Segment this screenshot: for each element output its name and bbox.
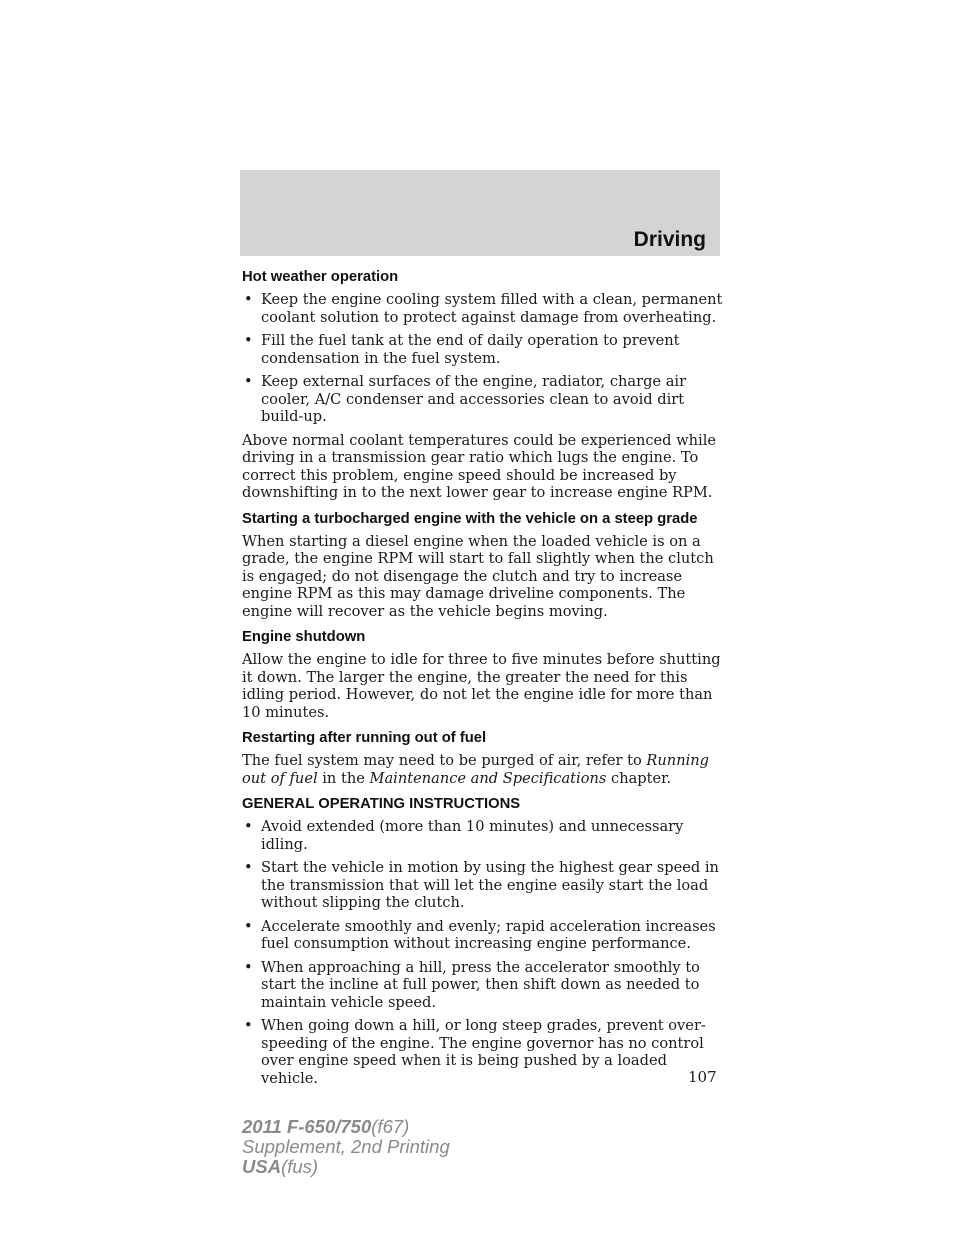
bullet-icon: •	[244, 917, 253, 935]
section-heading: Starting a turbocharged engine with the vehicle on a steep grade	[242, 510, 698, 527]
footer-print-info	[242, 1117, 450, 1177]
list-item: • Start the vehicle in motion by using the highest gear speed in the transmission that will let the engine easily start the load without slipping the clutch.	[244, 859, 719, 911]
footer-line-printing: Supplement, 2nd Printing	[242, 1136, 450, 1157]
section-general-instructions	[242, 795, 728, 1087]
body-paragraph: When starting a diesel engine when the loaded vehicle is on a grade, the engine RPM will start to fall slightly when the clutch is engaged; do not disengage the clutch and try to increase engine RPM as this may damage driveline components. The engine will recover as the vehicle begins moving.	[242, 532, 714, 620]
bullet-icon: •	[244, 958, 253, 976]
list-item: • Keep the engine cooling system filled with a clean, permanent coolant solution to protect against damage from overheating.	[244, 291, 723, 326]
section-hot-weather	[242, 268, 728, 502]
list-item: • Avoid extended (more than 10 minutes) and unnecessary idling.	[244, 818, 684, 853]
chapter-title: Driving	[633, 228, 706, 251]
section-heading: Hot weather operation	[242, 269, 399, 285]
bullet-list	[242, 818, 728, 1087]
cross-reference: Maintenance and Specifications	[369, 769, 607, 787]
list-item: • Keep external surfaces of the engine, radiator, charge air cooler, A/C condenser and accessories clean to avoid dirt build-up.	[244, 373, 687, 425]
bullet-icon: •	[244, 1017, 253, 1034]
section-heading: GENERAL OPERATING INSTRUCTIONS	[242, 796, 521, 812]
chapter-header-bar	[240, 170, 720, 256]
bullet-icon: •	[244, 373, 253, 390]
section-heading: Engine shutdown	[242, 629, 366, 645]
section-engine-shutdown	[242, 628, 728, 721]
bullet-icon: •	[244, 859, 253, 876]
list-item: • Accelerate smoothly and evenly; rapid acceleration increases fuel consumption without increasing engine performance.	[244, 917, 716, 952]
bullet-icon: •	[244, 332, 253, 349]
section-restart	[242, 729, 728, 787]
list-item: • Fill the fuel tank at the end of daily operation to prevent condensation in the fuel system.	[244, 332, 680, 367]
body-paragraph: The fuel system may need to be purged of air, refer to Running out of fuel in the Maintenance and Specifications chapter.	[242, 752, 710, 787]
section-turbo-grade	[242, 510, 728, 621]
footer-line-market: USA(fus)	[242, 1156, 319, 1177]
list-item: • When approaching a hill, press the accelerator smoothly to start the incline at full power, then shift down as needed to maintain vehicle speed.	[244, 958, 700, 1011]
cross-reference: Running out of fuel	[242, 752, 710, 787]
section-heading: Restarting after running out of fuel	[242, 730, 487, 746]
page-content	[242, 268, 728, 1095]
footer-line-model: 2011 F-650/750(f67)	[242, 1116, 410, 1137]
bullet-list	[242, 291, 728, 426]
list-item: • When going down a hill, or long steep grades, prevent over-speeding of the engine. The engine governor has no control over engine speed when it is being pushed by a loaded vehicle.	[244, 1017, 706, 1087]
body-paragraph: Above normal coolant temperatures could be experienced while driving in a transmission gear ratio which lugs the engine. To correct this problem, engine speed should be increased by downshifting in to the next lower gear to increase engine RPM.	[242, 431, 717, 501]
page-number: 107	[688, 1068, 717, 1086]
bullet-icon: •	[244, 818, 253, 835]
body-paragraph: Allow the engine to idle for three to five minutes before shutting it down. The larger the engine, the greater the need for this idling period. However, do not let the engine idle for more than 10 minutes.	[242, 651, 721, 721]
bullet-icon: •	[244, 291, 253, 308]
